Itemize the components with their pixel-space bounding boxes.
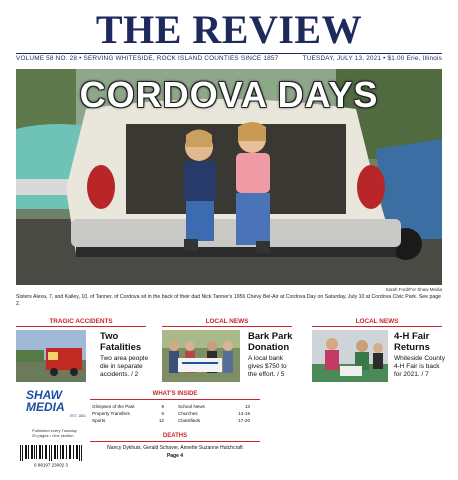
index-page: 12 — [158, 418, 164, 423]
masthead-rule-top — [16, 53, 442, 54]
index-item[interactable] — [92, 404, 164, 409]
lead-headline: CORDOVA DAYS — [79, 74, 379, 115]
teaser-section-local-news: LOCAL NEWS — [205, 318, 249, 325]
index-page: 14-15 — [238, 411, 250, 416]
pub-schedule: Published every Tuesday — [32, 428, 77, 433]
teaser-section-local-news: LOCAL NEWS — [355, 318, 399, 325]
teaser-section-tragic-accidents: TRAGIC ACCIDENTS — [49, 318, 113, 325]
death-notices[interactable]: Nancy Dykhuis, Gerald Schaver, Annette Suzanne Hutchcraft — [107, 445, 243, 451]
deaths-page-ref: Page 4 — [166, 453, 184, 459]
index-name: Classifieds — [178, 418, 201, 423]
index-name: Churches — [178, 411, 198, 416]
index-item[interactable] — [178, 411, 250, 416]
inside-rule — [90, 399, 260, 400]
masthead-title: THE REVIEW — [95, 7, 363, 52]
index-item[interactable] — [92, 411, 164, 416]
info-bar — [16, 55, 442, 65]
index-item[interactable] — [178, 404, 250, 409]
teaser-body-line3: the effort. / 5 — [248, 371, 285, 378]
teaser-photo-4h-fair[interactable] — [312, 330, 388, 382]
teaser-rule — [162, 326, 292, 327]
deaths-heading: DEATHS — [162, 433, 188, 439]
teaser-photo-bark-park-image — [162, 330, 240, 382]
index-page: 13 — [244, 404, 250, 409]
logo-shaw: SHAW — [26, 388, 62, 402]
index-item[interactable] — [178, 418, 250, 423]
teaser-photo-accident-image — [16, 330, 86, 382]
teaser-body-line3: accidents. / 2 — [100, 371, 139, 378]
teaser-body-line2: gives $750 to — [248, 363, 287, 370]
index-name: Glimpses of the Past — [92, 404, 135, 409]
index-name: School News — [178, 404, 205, 409]
teaser-rule — [312, 326, 442, 327]
teaser-title-line1[interactable]: Two — [100, 331, 119, 342]
deaths-rule — [90, 441, 260, 442]
logo-est: EST. 1851 — [69, 414, 86, 418]
index-name: Sports — [92, 418, 106, 423]
teaser-body-line2: 4-H Fair is back — [394, 363, 440, 370]
teaser-photo-4h-fair-image — [312, 330, 388, 382]
photo-caption: Sisters Alexa, 7, and Kailey, 10, of Tanner, of Cordova sit in the back of their dad Nick Tanner's 1956 Chevy Bel-Air at Cordova Day on Saturday, July 10 at Cordova Civic Park. See page 2. — [16, 294, 442, 307]
index-name: Property Transfers — [92, 411, 130, 416]
photo-credit: Sarah Ford/For Shaw Media — [385, 287, 442, 292]
teaser-photo-bark-park[interactable] — [162, 330, 240, 382]
teaser-rule — [16, 326, 146, 327]
barcode — [18, 445, 84, 467]
teaser-body-line3: for 2021. / 7 — [394, 371, 429, 378]
teaser-body-line1: A local bank — [248, 355, 284, 362]
lead-photo[interactable] — [16, 69, 442, 285]
shaw-media-logo[interactable] — [26, 389, 86, 418]
teaser-title-line2[interactable]: Returns — [394, 342, 430, 353]
index-page: 9 — [161, 404, 164, 409]
index-page: 6 — [161, 411, 164, 416]
teaser-photo-accident[interactable] — [16, 330, 86, 382]
publication-info — [32, 428, 77, 438]
barcode-graphic — [18, 445, 84, 467]
inside-heading: WHAT'S INSIDE — [152, 391, 198, 397]
teaser-title-line1[interactable]: 4-H Fair — [394, 331, 430, 342]
index-item[interactable] — [92, 418, 164, 423]
pub-pages: 20 pages • One section — [32, 433, 74, 438]
teaser-title-line2[interactable]: Fatalities — [100, 342, 142, 353]
index-page: 17-20 — [238, 418, 250, 423]
teaser-title-line2[interactable]: Donation — [248, 342, 290, 353]
barcode-digits: 6 88197 23002 3 — [34, 462, 68, 467]
volume-info: VOLUME 58 NO. 28 • SERVING WHITESIDE, ROCK ISLAND COUNTIES SINCE 1857 — [16, 55, 279, 62]
logo-media: MEDIA — [26, 400, 65, 414]
teaser-body-line1: Whiteside County — [394, 355, 445, 362]
teaser-title-line1[interactable]: Bark Park — [248, 331, 293, 342]
date-price-location: TUESDAY, JULY 13, 2021 • $1.00 Erie, Illinois — [302, 55, 442, 62]
teaser-body-line2: die in separate — [100, 363, 143, 370]
teaser-body-line1: Two area people — [100, 355, 149, 362]
